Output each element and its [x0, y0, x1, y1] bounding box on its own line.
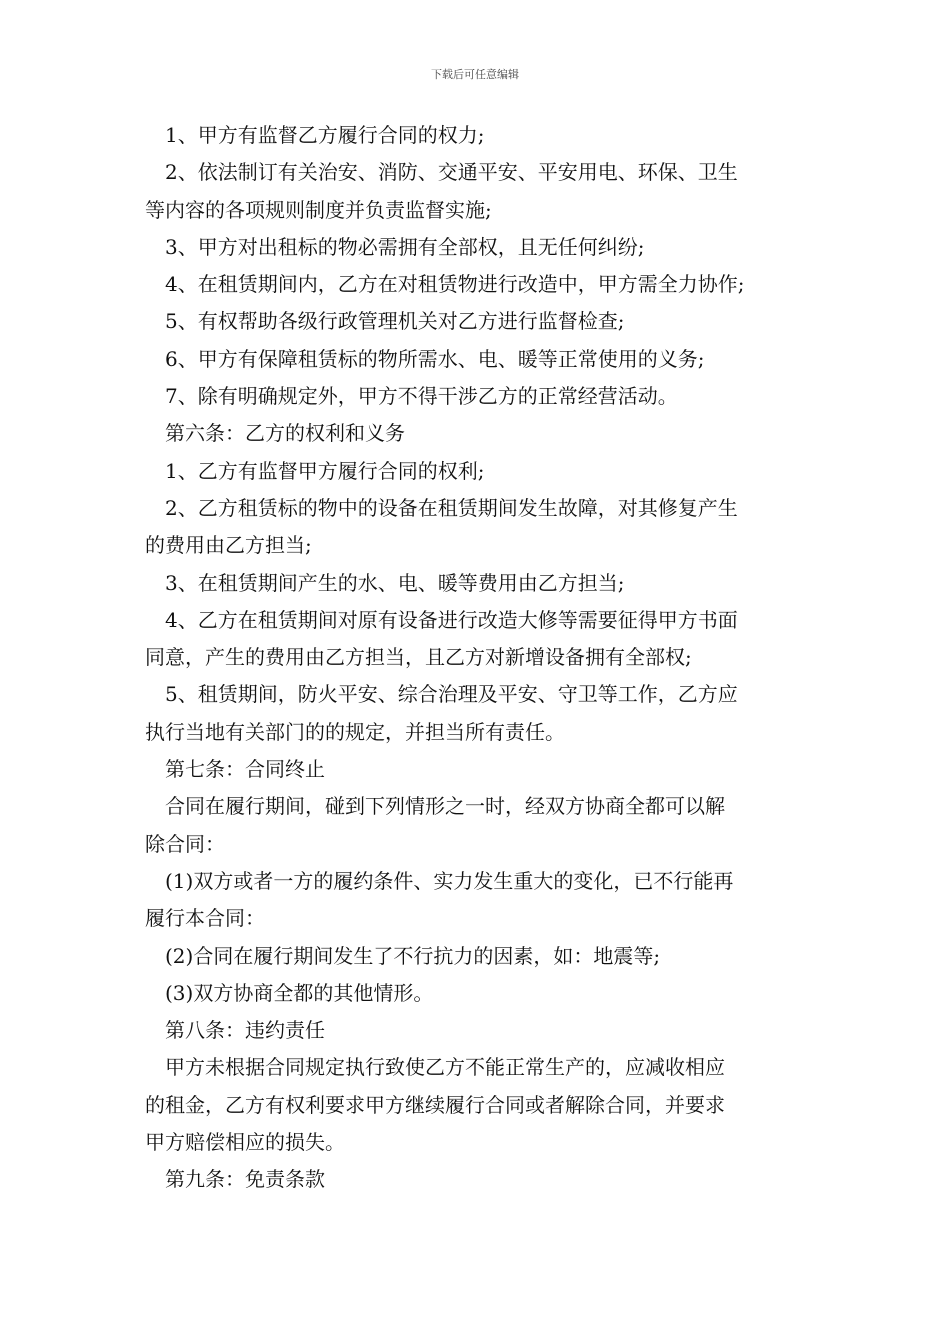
- text-line: 第六条：乙方的权利和义务: [165, 421, 405, 446]
- text-line: 履行本合同：: [145, 906, 265, 931]
- page-header: 下载后可任意编辑: [431, 68, 519, 81]
- text-line: (2)合同在履行期间发生了不行抗力的因素，如：地震等;: [165, 943, 661, 968]
- text-line: 第八条：违约责任: [165, 1018, 325, 1043]
- document-body: [145, 117, 810, 1199]
- text-line: 甲方赔偿相应的损失。: [145, 1130, 345, 1155]
- text-line: 3、在租赁期间产生的水、电、暖等费用由乙方担当;: [165, 570, 625, 595]
- text-line: 的租金，乙方有权利要求甲方继续履行合同或者解除合同，并要求: [145, 1092, 725, 1117]
- text-line: 2、乙方租赁标的物中的设备在租赁期间发生故障，对其修复产生: [165, 495, 738, 520]
- text-line: 甲方未根据合同规定执行致使乙方不能正常生产的，应减收相应: [165, 1055, 725, 1080]
- text-line: 等内容的各项规则制度并负责监督实施;: [145, 197, 492, 222]
- text-line: 第七条：合同终止: [165, 757, 325, 782]
- text-line: 1、甲方有监督乙方履行合同的权力;: [165, 123, 485, 147]
- text-line: 合同在履行期间，碰到下列情形之一时，经双方协商全都可以解: [165, 794, 725, 819]
- text-line: 的费用由乙方担当;: [145, 533, 312, 558]
- text-line: 4、乙方在租赁期间对原有设备进行改造大修等需要征得甲方书面: [165, 607, 738, 632]
- text-line: 同意，产生的费用由乙方担当，且乙方对新增设备拥有全部权;: [145, 645, 692, 670]
- text-line: 7、除有明确规定外，甲方不得干涉乙方的正常经营活动。: [165, 384, 678, 409]
- text-line: 5、租赁期间，防火平安、综合治理及平安、守卫等工作，乙方应: [165, 682, 738, 707]
- text-line: 1、乙方有监督甲方履行合同的权利;: [165, 458, 485, 483]
- text-line: 2、依法制订有关治安、消防、交通平安、平安用电、环保、卫生: [165, 160, 738, 185]
- text-line: 6、甲方有保障租赁标的物所需水、电、暖等正常使用的义务;: [165, 346, 705, 371]
- text-line: 执行当地有关部门的的规定，并担当所有责任。: [145, 719, 565, 744]
- text-line: 5、有权帮助各级行政管理机关对乙方进行监督检查;: [165, 309, 625, 334]
- text-line: 除合同：: [145, 831, 225, 856]
- text-line: (3)双方协商全都的其他情形。: [165, 980, 434, 1005]
- text-line: 第九条：免责条款: [165, 1167, 325, 1192]
- text-line: 3、甲方对出租标的物必需拥有全部权，且无任何纠纷;: [165, 234, 645, 259]
- text-line: 4、在租赁期间内，乙方在对租赁物进行改造中，甲方需全力协作;: [165, 272, 745, 297]
- text-line: (1)双方或者一方的履约条件、实力发生重大的变化，已不行能再: [165, 868, 734, 893]
